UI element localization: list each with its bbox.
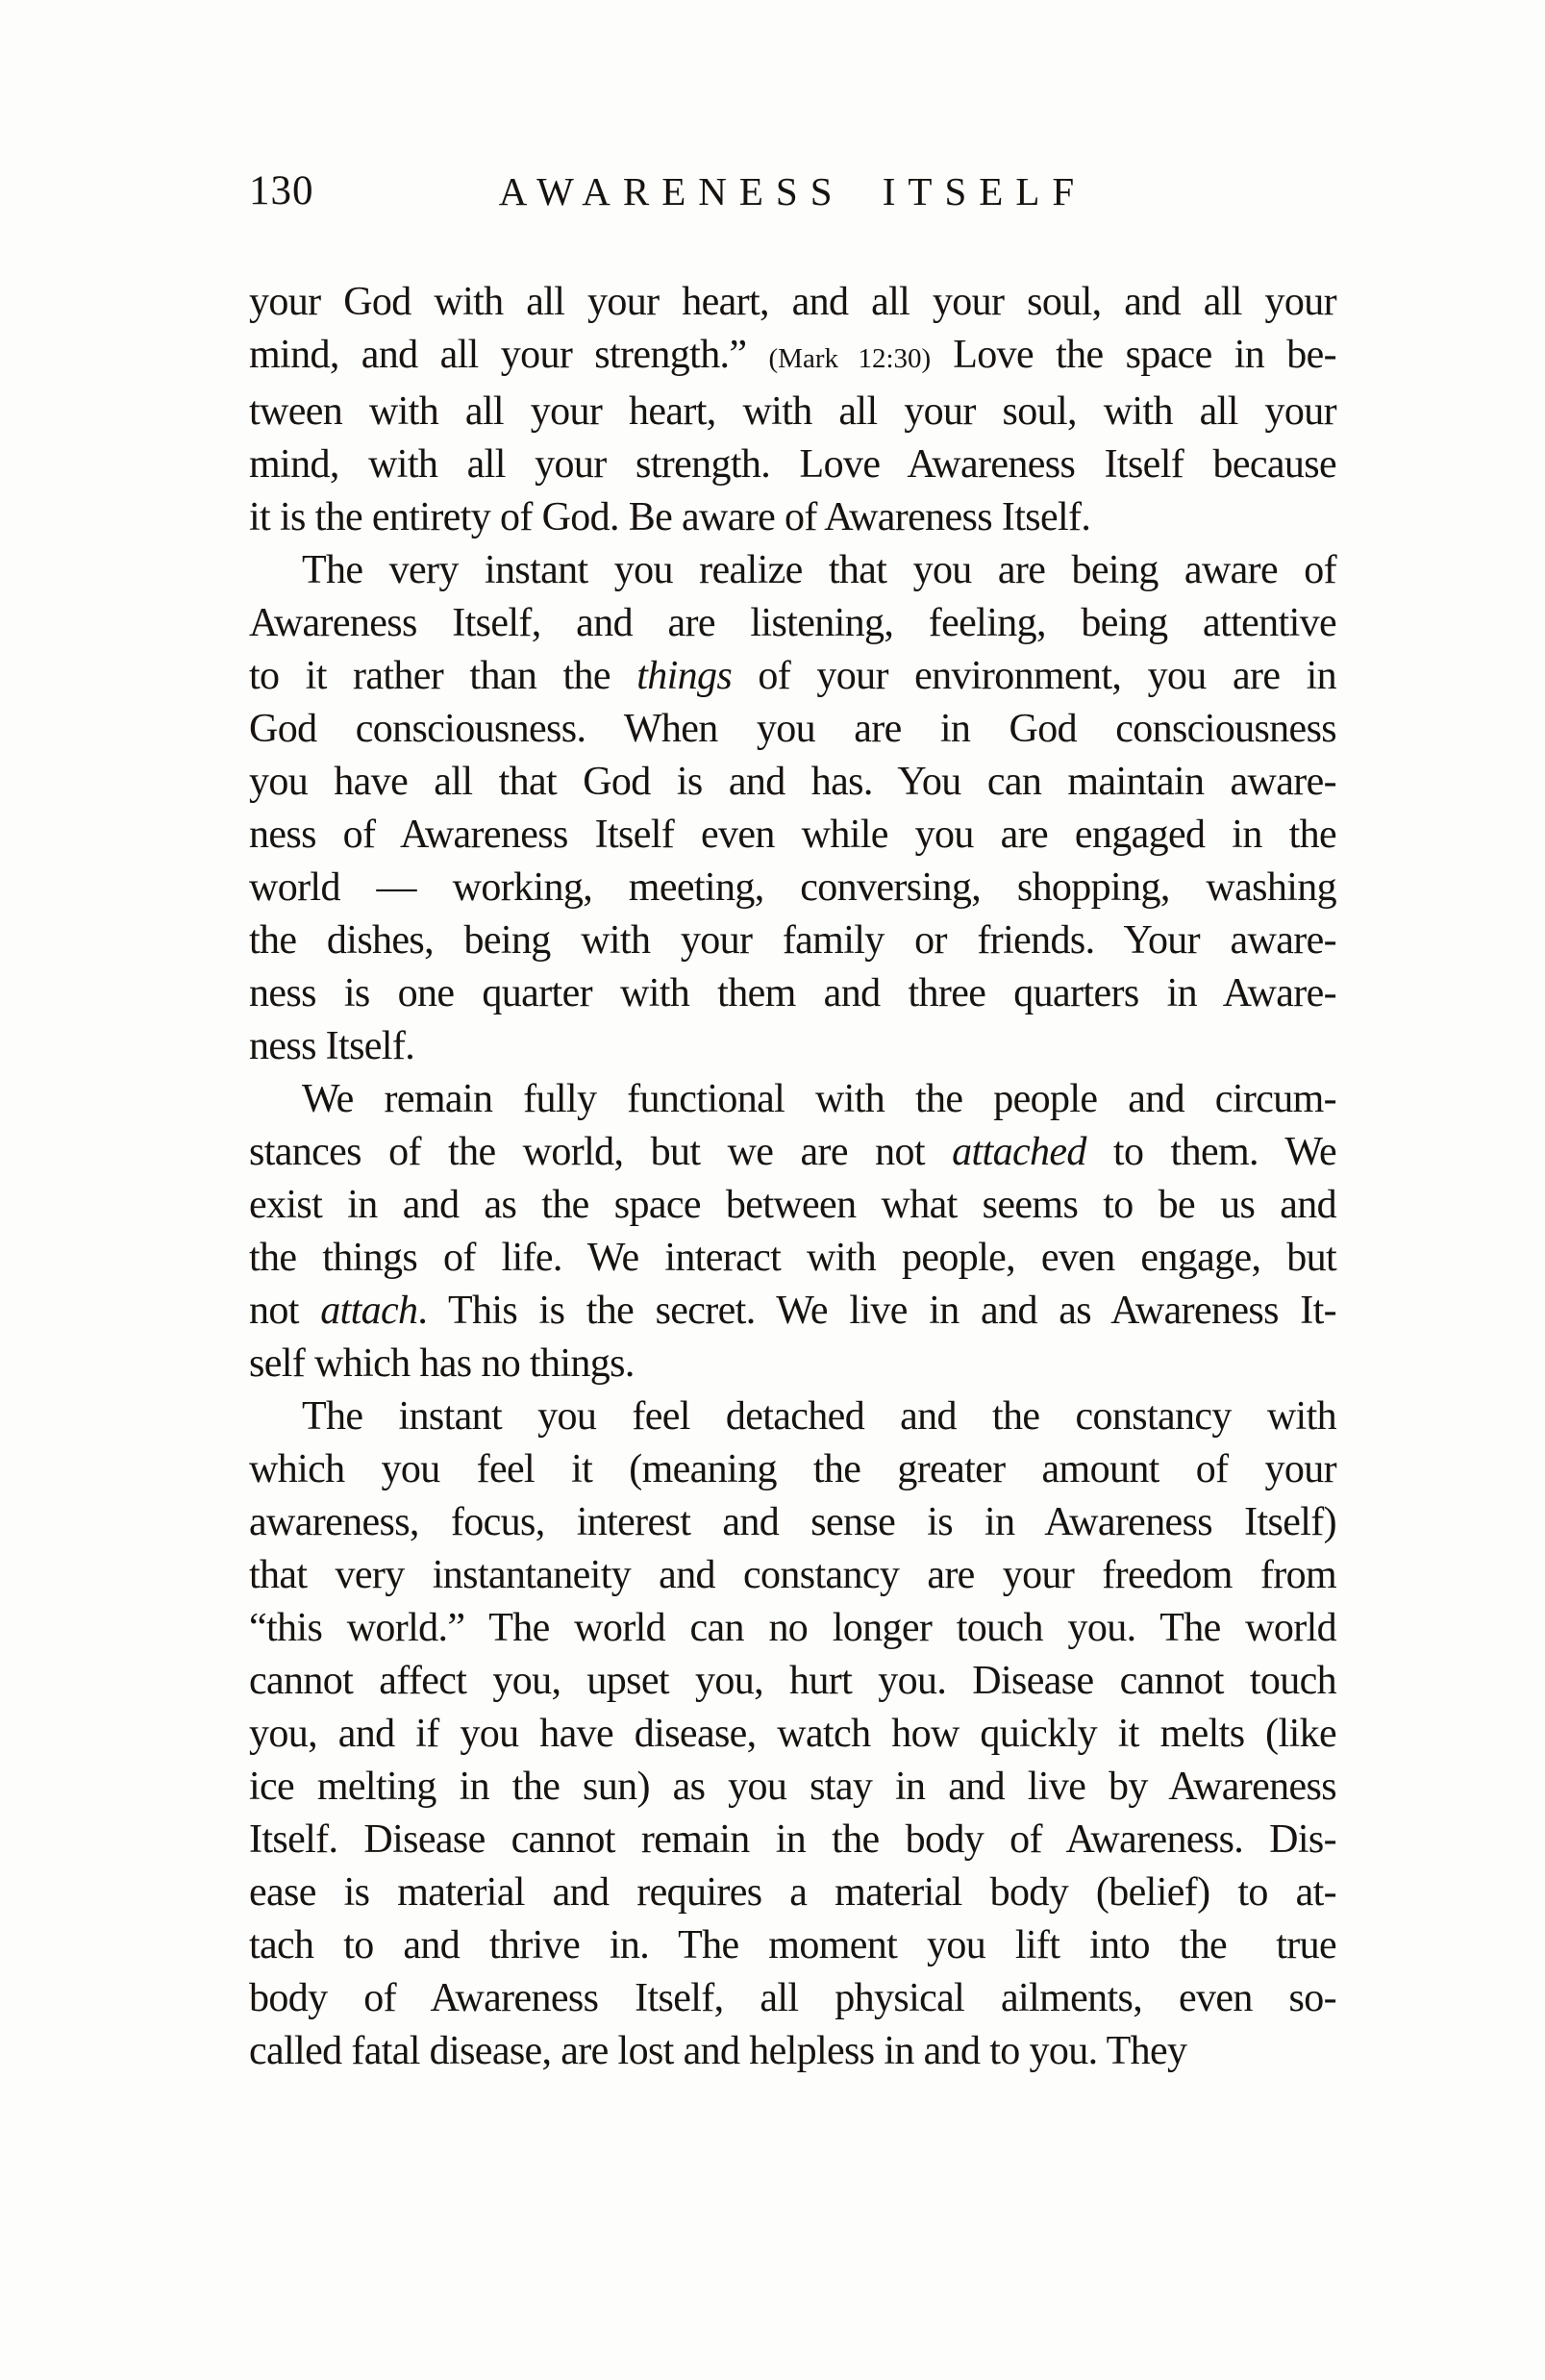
page-body-text (249, 276, 1336, 2078)
text-segment: Itself. Disease cannot remain in the body of Awareness. Dis- (249, 1817, 1336, 1862)
text-segment: world — working, meeting, conversing, shopping, washing (249, 865, 1336, 910)
text-line (249, 1655, 1336, 1708)
text-segment: that very instantaneity and constancy are your freedom from (249, 1553, 1336, 1597)
text-line (249, 756, 1336, 809)
emphasized-text: attached (952, 1130, 1086, 1174)
text-line (249, 862, 1336, 914)
text-line (249, 1549, 1336, 1602)
paragraph (249, 1390, 1336, 2078)
text-segment: of your environment, you are in (732, 654, 1336, 698)
text-line (249, 1390, 1336, 1443)
text-segment: awareness, focus, interest and sense is in Awareness Itself) (249, 1500, 1336, 1544)
text-segment: ness of Awareness Itself even while you are engaged in the (249, 813, 1336, 857)
text-segment: Awareness Itself, and are listening, feeling, being attentive (249, 601, 1336, 645)
text-line (249, 276, 1336, 329)
text-line (249, 1020, 1336, 1073)
text-line (249, 703, 1336, 756)
text-segment: tach to and thrive in. The moment you lift into the true (249, 1923, 1336, 1967)
text-segment: you, and if you have disease, watch how quickly it melts (like (249, 1712, 1336, 1756)
text-line (249, 914, 1336, 967)
text-segment: the things of life. We interact with people, even engage, but (249, 1236, 1336, 1280)
text-line (249, 544, 1336, 597)
text-segment: The very instant you realize that you are being aware of (302, 548, 1336, 592)
text-segment: to it rather than the (249, 654, 637, 698)
text-segment: ness is one quarter with them and three quarters in Aware- (249, 971, 1336, 1015)
text-line (249, 1602, 1336, 1655)
text-line (249, 329, 1336, 386)
text-line (249, 1073, 1336, 1126)
text-segment: The instant you feel detached and the constancy with (302, 1394, 1336, 1439)
paragraph (249, 1073, 1336, 1390)
text-line (249, 386, 1336, 438)
text-segment: body of Awareness Itself, all physical ailments, even so- (249, 1976, 1336, 2020)
text-line (249, 1126, 1336, 1179)
text-line (249, 1866, 1336, 1919)
text-segment: Love the space in be- (931, 333, 1336, 377)
paragraph (249, 544, 1336, 1073)
text-segment: God consciousness. When you are in God consciousness (249, 707, 1336, 751)
paragraph (249, 276, 1336, 544)
text-segment: . This is the secret. We live in and as Awareness It- (417, 1289, 1336, 1333)
text-line (249, 1814, 1336, 1866)
text-line (249, 1443, 1336, 1496)
text-line (249, 1496, 1336, 1549)
text-line (249, 597, 1336, 650)
text-segment: We remain fully functional with the people and circum- (302, 1077, 1336, 1121)
text-segment: mind, with all your strength. Love Awareness Itself because (249, 442, 1336, 487)
text-line (249, 2025, 1336, 2078)
text-segment: to them. We (1085, 1130, 1337, 1174)
emphasized-text: things (636, 654, 733, 698)
page-header (249, 169, 1336, 217)
text-line (249, 1761, 1336, 1814)
text-line (249, 967, 1336, 1020)
text-segment: “this world.” The world can no longer touch you. The world (249, 1606, 1336, 1650)
text-segment: which you feel it (meaning the greater amount of your (249, 1447, 1336, 1491)
text-segment: you have all that God is and has. You can maintain aware- (249, 760, 1336, 804)
text-line (249, 1708, 1336, 1761)
text-segment: not (249, 1289, 321, 1333)
running-head: AWARENESS ITSELF (498, 169, 1087, 213)
text-segment: it is the entirety of God. Be aware of Awareness Itself. (249, 495, 1091, 539)
text-segment: the dishes, being with your family or friends. Your aware- (249, 918, 1336, 963)
text-segment: called fatal disease, are lost and helpless in and to you. They (249, 2029, 1187, 2073)
text-segment: self which has no things. (249, 1341, 635, 1386)
text-line (249, 650, 1336, 703)
text-segment: exist in and as the space between what seems to be us and (249, 1183, 1336, 1227)
text-line (249, 1232, 1336, 1285)
page-number: 130 (249, 168, 314, 213)
text-segment: stances of the world, but we are not (249, 1130, 953, 1174)
text-line (249, 1179, 1336, 1232)
text-line (249, 438, 1336, 491)
text-line (249, 1285, 1336, 1338)
scripture-citation: (Mark 12:30) (768, 343, 932, 374)
text-line (249, 1338, 1336, 1390)
text-segment: cannot affect you, upset you, hurt you. Disease cannot touch (249, 1659, 1336, 1703)
text-line (249, 491, 1336, 544)
text-line (249, 1919, 1336, 1972)
text-segment: tween with all your heart, with all your soul, with all your (249, 389, 1336, 434)
text-segment: ice melting in the sun) as you stay in and live by Awareness (249, 1765, 1336, 1809)
text-segment: your God with all your heart, and all your soul, and all your (249, 280, 1336, 324)
text-segment: ness Itself. (249, 1024, 415, 1068)
text-segment: ease is material and requires a material body (belief) to at- (249, 1870, 1336, 1915)
text-segment: mind, and all your strength.” (249, 333, 769, 377)
text-line (249, 1972, 1336, 2025)
text-line (249, 809, 1336, 862)
emphasized-text: attach (320, 1289, 418, 1333)
